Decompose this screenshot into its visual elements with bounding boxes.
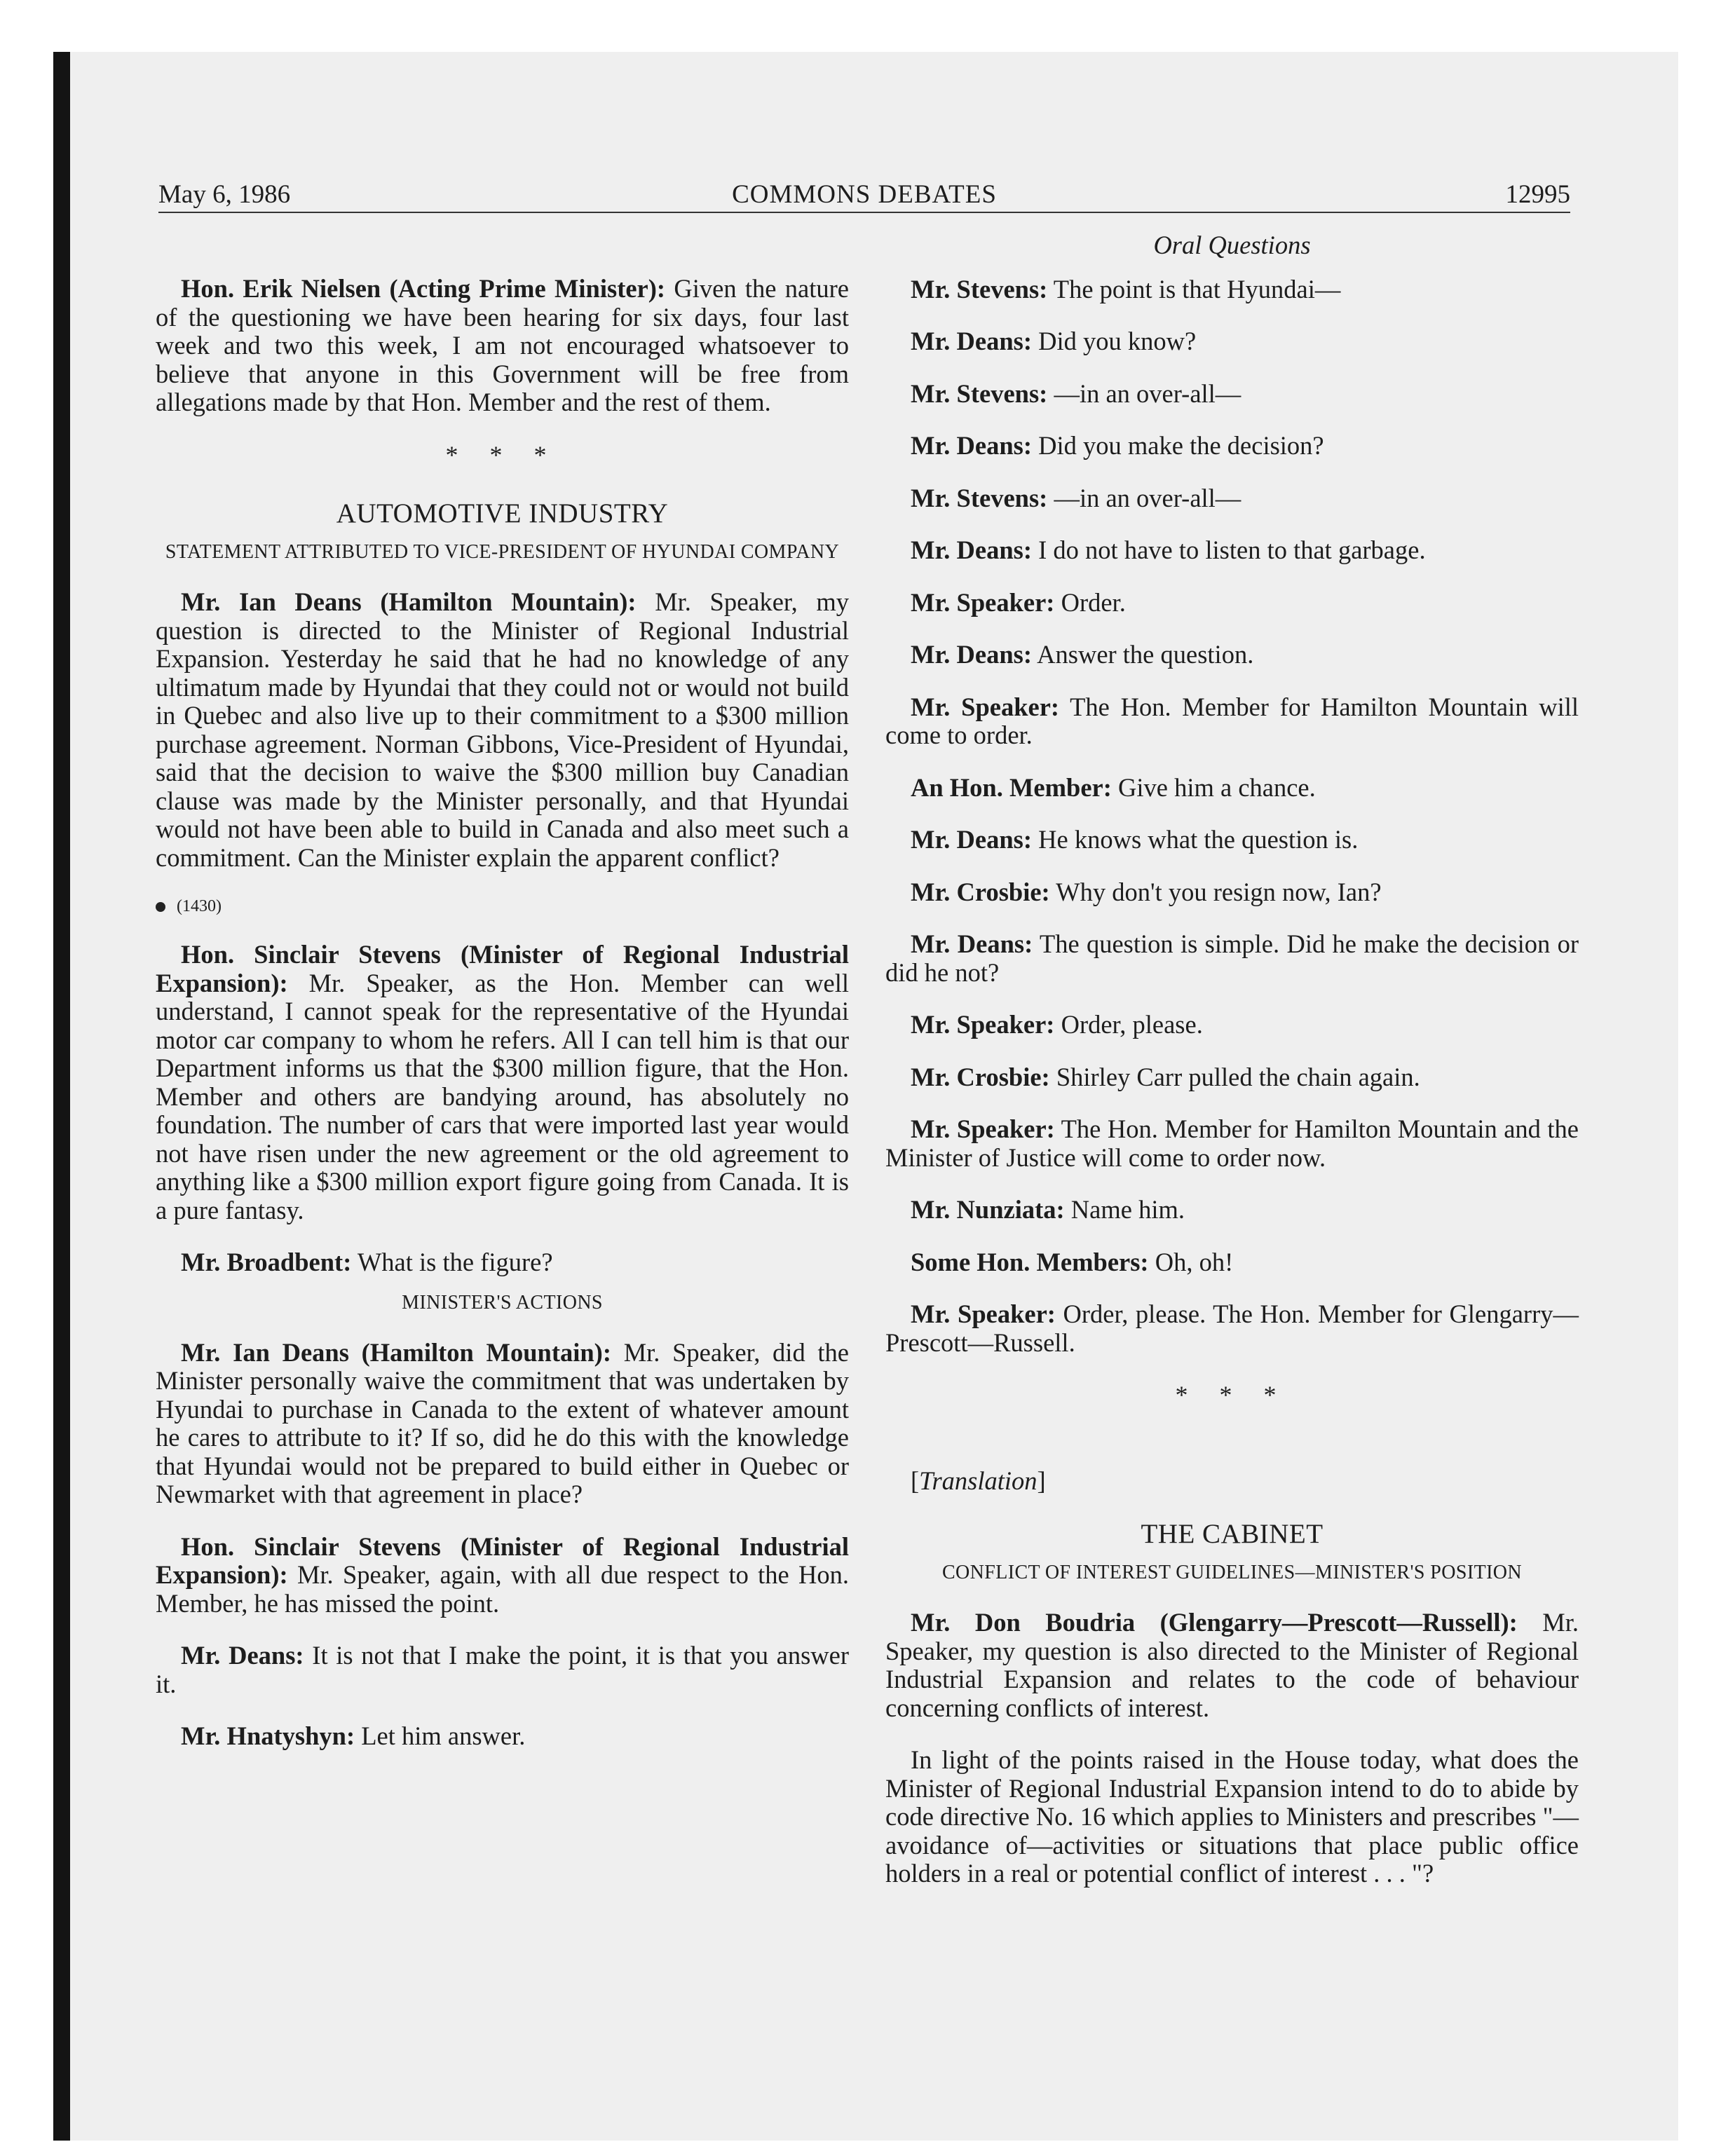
section-separator: * * * bbox=[1175, 1381, 1289, 1409]
speech-text: —in an over-all— bbox=[1047, 378, 1241, 408]
speaker-name: Hon. Erik Nielsen (Acting Prime Minister): bbox=[181, 274, 666, 303]
exchange-line bbox=[885, 432, 1579, 460]
speaker-name: Mr. Ian Deans (Hamilton Mountain): bbox=[181, 1337, 611, 1367]
exchange-line bbox=[885, 641, 1579, 669]
speaker-name: Mr. Deans: bbox=[911, 929, 1033, 958]
speaker-name: Mr. Deans: bbox=[911, 640, 1033, 669]
section-subheading-2: MINISTER'S ACTIONS bbox=[402, 1291, 603, 1314]
exchange-line bbox=[885, 589, 1579, 618]
speech-text: What is the figure? bbox=[351, 1248, 553, 1276]
right-column bbox=[885, 231, 1579, 1912]
header-rule bbox=[158, 212, 1570, 213]
speech-boudria bbox=[885, 1609, 1579, 1722]
speech-nielsen bbox=[156, 275, 849, 417]
speaker-name: Mr. Broadbent: bbox=[181, 1248, 352, 1276]
exchange-line bbox=[885, 1011, 1579, 1039]
speech-text: The Hon. Member for Hamilton Mountain and the Minister of Justice will come to order now. bbox=[885, 1114, 1579, 1172]
speech-broadbent bbox=[156, 1248, 849, 1277]
speech-text: The Hon. Member for Hamilton Mountain will come to order. bbox=[885, 692, 1579, 749]
exchange-line bbox=[885, 878, 1579, 907]
exchange-line bbox=[885, 380, 1579, 409]
timestamp-marker bbox=[156, 896, 849, 917]
speaker-name: Mr. Nunziata: bbox=[911, 1195, 1065, 1224]
exchange-line bbox=[885, 693, 1579, 750]
speech-stevens-1 bbox=[156, 941, 849, 1224]
exchange-line bbox=[885, 1248, 1579, 1277]
exchange-line bbox=[885, 275, 1579, 304]
section-heading: THE CABINET bbox=[1141, 1519, 1324, 1549]
header-page-number: 12995 bbox=[1505, 180, 1570, 209]
speech-text: Did you know? bbox=[1032, 327, 1197, 355]
exchange-line bbox=[885, 1063, 1579, 1092]
speaker-name: An Hon. Member: bbox=[911, 772, 1112, 802]
speaker-name: Mr. Deans: bbox=[181, 1641, 304, 1670]
speech-text: Order. bbox=[1054, 587, 1126, 617]
speaker-name: Mr. Don Boudria (Glengarry—Prescott—Russell): bbox=[911, 1608, 1518, 1637]
speaker-name: Mr. Deans: bbox=[911, 327, 1033, 355]
speaker-name: Mr. Stevens: bbox=[911, 483, 1048, 512]
speech-text: Mr. Speaker, as the Hon. Member can well understand, I cannot speak for the representative of the Hyundai motor car company to whom he refers. All I can tell him is that our Department informs us that the $300 million figure, that the Hon. Member and others are bandying around, has absolutely no foundation. The number of cars that were imported last year would not have risen under the new agreement or the old agreement to anything like a $300 million export figure going from Canada. It is a pure fantasy. bbox=[156, 968, 849, 1224]
speaker-name: Mr. Deans: bbox=[911, 825, 1033, 854]
bracket-open: [ bbox=[911, 1466, 920, 1495]
speaker-name: Mr. Speaker: bbox=[911, 692, 1060, 721]
speech-text: Mr. Speaker, my question is directed to the Minister of Regional Industrial Expansion. Yesterday he said that he had no knowledge of any ultimatum made by Hyundai that they could not or would not build in Quebec and also live up to their commitment to a $300 million purchase agreement. Norman Gibbons, Vice-President of Hyundai, said that the decision to waive the $300 million buy Canadian clause was made by the Minister personally, and that Hyundai would not have been able to build in Canada and also meet such a commitment. Can the Minister explain the apparent conflict? bbox=[156, 587, 849, 872]
speech-text: I do not have to listen to that garbage. bbox=[1032, 535, 1426, 564]
exchange-line bbox=[885, 774, 1579, 803]
speech-text: Answer the question. bbox=[1032, 640, 1254, 669]
speech-text: Given the nature of the questioning we have been hearing for six days, four last week and two this week, I am not encouraged whatsoever to believe that anyone in this Government will be free from allegations made by that Hon. Member and the rest of them. bbox=[156, 274, 849, 416]
exchange-line bbox=[885, 484, 1579, 513]
exchange-line bbox=[885, 930, 1579, 987]
speech-text: The question is simple. Did he make the decision or did he not? bbox=[885, 929, 1579, 987]
speech-text: —in an over-all— bbox=[1047, 483, 1241, 512]
timestamp-text: (1430) bbox=[177, 897, 222, 915]
separator-spacer bbox=[885, 1439, 1579, 1467]
speech-text: Did you make the decision? bbox=[1032, 431, 1324, 460]
speaker-name: Mr. Stevens: bbox=[911, 274, 1048, 303]
speech-text: Let him answer. bbox=[355, 1721, 526, 1750]
left-column-top-spacer bbox=[156, 231, 849, 275]
exchange-line bbox=[885, 826, 1579, 854]
speaker-name: Mr. Ian Deans (Hamilton Mountain): bbox=[181, 587, 637, 616]
speech-deans-3 bbox=[156, 1642, 849, 1698]
running-head bbox=[158, 177, 1570, 213]
speech-text: Order, please. bbox=[1054, 1010, 1203, 1039]
speech-text: Why don't you resign now, Ian? bbox=[1049, 877, 1382, 906]
speech-text: Name him. bbox=[1064, 1195, 1185, 1224]
speaker-name: Mr. Deans: bbox=[911, 535, 1033, 564]
speech-text: Mr. Speaker, my question is also directed to the Minister of Regional Industrial Expansion and relates to the code of behaviour concerning conflicts of interest. bbox=[885, 1608, 1579, 1722]
speech-text: He knows what the question is. bbox=[1032, 825, 1359, 854]
speech-deans-1 bbox=[156, 588, 849, 872]
speaker-name: Mr. Speaker: bbox=[911, 1010, 1055, 1039]
binding-edge bbox=[53, 52, 70, 2141]
exchange-line bbox=[885, 1300, 1579, 1357]
speech-text: Give him a chance. bbox=[1111, 772, 1316, 802]
speech-deans-2 bbox=[156, 1339, 849, 1509]
speaker-name: Mr. Speaker: bbox=[911, 587, 1055, 617]
speech-text: Shirley Carr pulled the chain again. bbox=[1049, 1062, 1420, 1091]
bullet-icon bbox=[156, 902, 165, 912]
bracket-close: ] bbox=[1037, 1466, 1046, 1495]
speech-text: Oh, oh! bbox=[1148, 1247, 1234, 1276]
header-publication: COMMONS DEBATES bbox=[732, 180, 997, 209]
speaker-name: Mr. Deans: bbox=[911, 431, 1033, 460]
speaker-name: Mr. Hnatyshyn: bbox=[181, 1721, 355, 1750]
speech-text: Order, please. The Hon. Member for Glengarry—Prescott—Russell. bbox=[885, 1299, 1579, 1357]
section-subheading: CONFLICT OF INTEREST GUIDELINES—MINISTER'S POSITION bbox=[941, 1562, 1523, 1583]
exchange-line bbox=[885, 1196, 1579, 1224]
speech-text: In light of the points raised in the House today, what does the Minister of Regional Industrial Expansion intend to do to abide by code directive No. 16 which applies to Ministers and prescribes "—avoidance of—activities or situations that place public office holders in a real or potential conflict of interest . . . "? bbox=[885, 1745, 1579, 1888]
speaker-name: Hon. Sinclair Stevens (Minister of Regional Industrial Expansion): bbox=[156, 1531, 849, 1589]
section-separator: * * * bbox=[445, 440, 559, 469]
speaker-name: Mr. Crosbie: bbox=[911, 877, 1050, 906]
oral-questions-label: Oral Questions bbox=[1153, 231, 1311, 259]
speech-boudria-continued bbox=[885, 1746, 1579, 1888]
section-heading: AUTOMOTIVE INDUSTRY bbox=[336, 498, 669, 528]
speaker-name: Mr. Speaker: bbox=[911, 1299, 1056, 1328]
speech-hnatyshyn bbox=[156, 1722, 849, 1751]
speech-text: It is not that I make the point, it is that you answer it. bbox=[156, 1641, 849, 1698]
exchange-line bbox=[885, 327, 1579, 356]
speaker-name: Hon. Sinclair Stevens (Minister of Regional Industrial Expansion): bbox=[156, 940, 849, 997]
exchange-line bbox=[885, 536, 1579, 565]
speaker-name: Mr. Speaker: bbox=[911, 1114, 1055, 1143]
left-column bbox=[156, 231, 849, 1775]
section-subheading: STATEMENT ATTRIBUTED TO VICE-PRESIDENT OF HYUNDAI COMPANY bbox=[165, 541, 840, 563]
translation-text: Translation bbox=[919, 1466, 1037, 1495]
translation-label bbox=[885, 1467, 1579, 1496]
speaker-name: Some Hon. Members: bbox=[911, 1247, 1149, 1276]
speaker-name: Mr. Crosbie: bbox=[911, 1062, 1050, 1091]
speaker-name: Mr. Stevens: bbox=[911, 378, 1048, 408]
speech-stevens-2 bbox=[156, 1533, 849, 1618]
header-date: May 6, 1986 bbox=[158, 180, 291, 209]
speech-text: The point is that Hyundai— bbox=[1047, 274, 1341, 303]
speech-text: Mr. Speaker, again, with all due respect to the Hon. Member, he has missed the point. bbox=[156, 1560, 849, 1618]
exchange-line bbox=[885, 1115, 1579, 1172]
speech-text: Mr. Speaker, did the Minister personally waive the commitment that was undertaken by Hyundai to purchase in Canada to the extent of whatever amount he cares to attribute to it? If so, did he do this with the knowledge that Hyundai would not be prepared to build either in Quebec or Newmarket with that agreement in place? bbox=[156, 1337, 849, 1508]
